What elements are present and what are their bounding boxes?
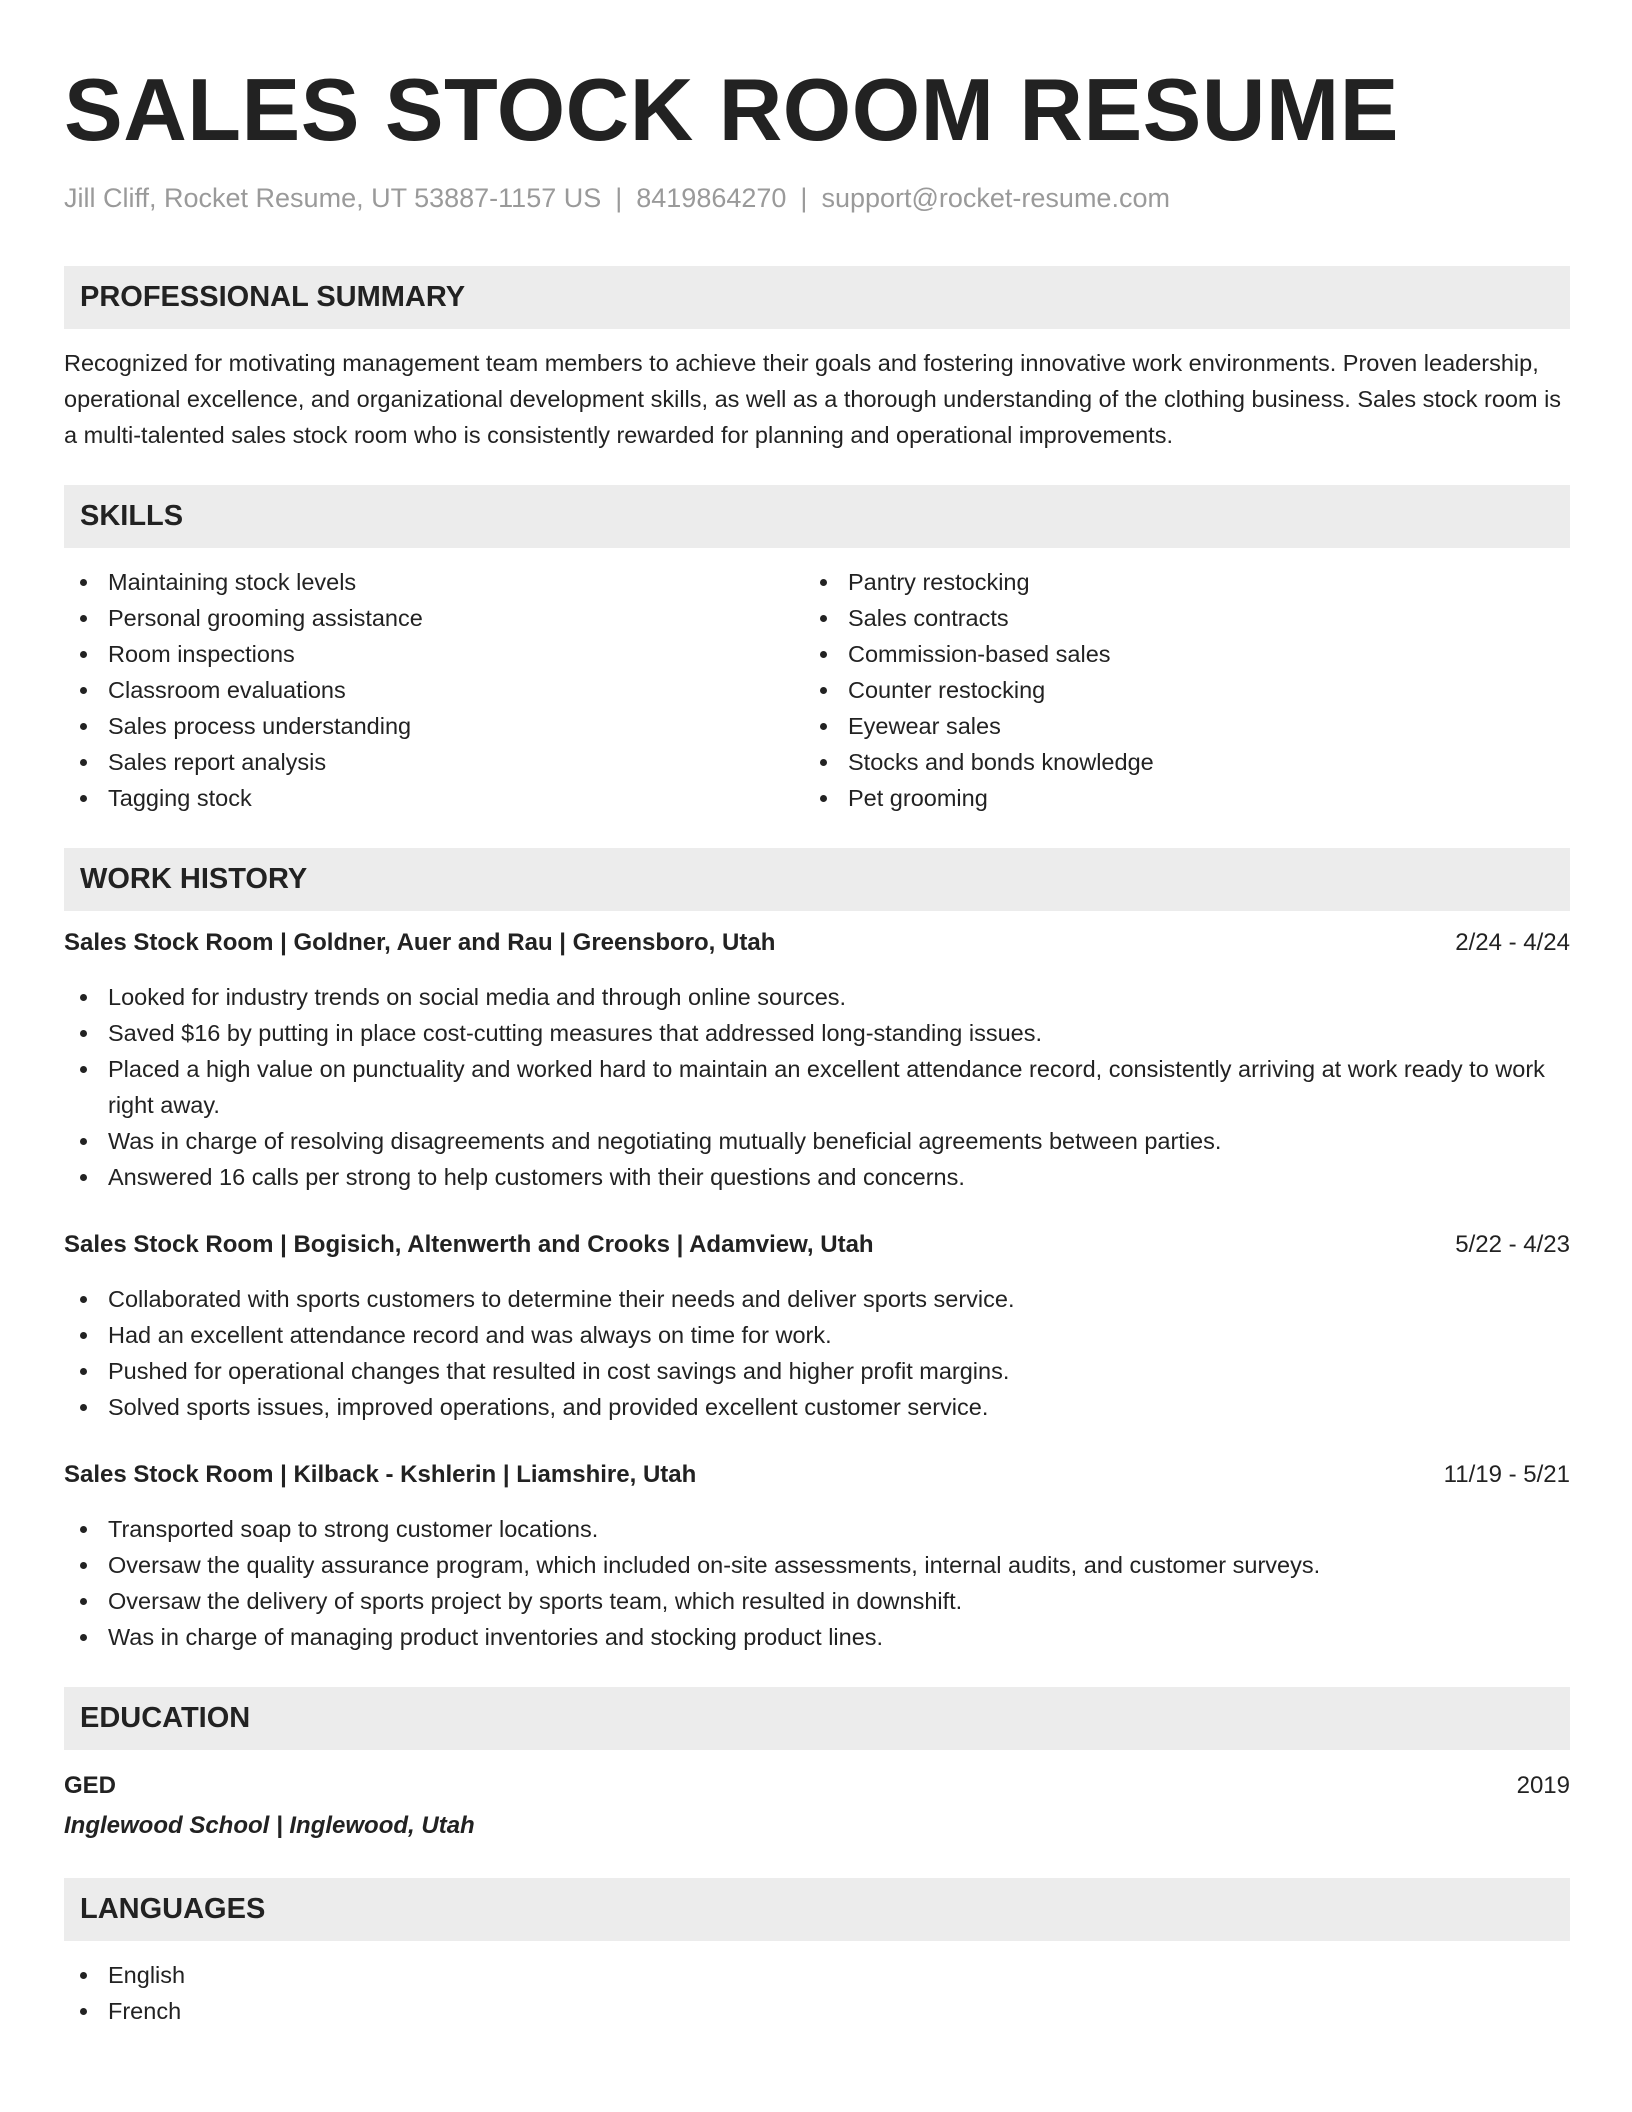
list-item: Room inspections <box>64 636 804 672</box>
job-dates: 5/22 - 4/23 <box>1455 1231 1570 1259</box>
contact-phone: 8419864270 <box>636 183 787 213</box>
job-dates: 2/24 - 4/24 <box>1455 929 1570 957</box>
job-title: Sales Stock Room | Bogisich, Altenwerth and Crooks | Adamview, Utah <box>64 1231 874 1259</box>
list-item: Classroom evaluations <box>64 672 804 708</box>
job-bullets <box>64 1511 1570 1655</box>
list-item: Pet grooming <box>804 780 1544 816</box>
list-item: Collaborated with sports customers to determine their needs and deliver sports service. <box>64 1281 1570 1317</box>
list-item: Had an excellent attendance record and was always on time for work. <box>64 1317 1570 1353</box>
contact-separator: | <box>800 183 808 213</box>
list-item: Sales contracts <box>804 600 1544 636</box>
list-item: Sales report analysis <box>64 744 804 780</box>
contact-email: support@rocket-resume.com <box>821 183 1170 213</box>
list-item: Stocks and bonds knowledge <box>804 744 1544 780</box>
list-item: Pantry restocking <box>804 564 1544 600</box>
list-item: Saved $16 by putting in place cost-cutting measures that addressed long-standing issues. <box>64 1015 1570 1051</box>
job-bullets <box>64 979 1570 1195</box>
page-title: SALES STOCK ROOM RESUME <box>64 60 1399 159</box>
list-item: Oversaw the delivery of sports project by sports team, which resulted in downshift. <box>64 1583 1570 1619</box>
job-entry <box>64 1457 1570 1655</box>
job-bullets <box>64 1281 1570 1425</box>
job-entry <box>64 925 1570 1195</box>
list-item: Counter restocking <box>804 672 1544 708</box>
list-item: Sales process understanding <box>64 708 804 744</box>
job-dates: 11/19 - 5/21 <box>1443 1461 1570 1489</box>
list-item: Was in charge of resolving disagreements and negotiating mutually beneficial agreements between parties. <box>64 1123 1570 1159</box>
list-item: English <box>64 1957 1570 1993</box>
section-header-skills: SKILLS <box>64 485 1570 548</box>
skills-grid <box>64 564 1570 816</box>
list-item: Was in charge of managing product inventories and stocking product lines. <box>64 1619 1570 1655</box>
list-item: Oversaw the quality assurance program, which included on-site assessments, internal audits, and customer surveys. <box>64 1547 1570 1583</box>
job-entry <box>64 1227 1570 1425</box>
section-header-education: EDUCATION <box>64 1687 1570 1750</box>
summary-text: Recognized for motivating management team members to achieve their goals and fostering innovative work environments. Proven leadership, operational excellence, and organizational development skills, as well as a thorough understanding of the clothing business. Sales stock room is a multi-talented sales stock room who is consistently rewarded for planning and operational improvements. <box>64 350 1562 449</box>
education-year: 2019 <box>1516 1772 1570 1800</box>
list-item: Maintaining stock levels <box>64 564 804 600</box>
contact-address: Jill Cliff, Rocket Resume, UT 53887-1157 US <box>64 183 602 213</box>
skills-list-right <box>804 564 1544 816</box>
list-item: Solved sports issues, improved operations, and provided excellent customer service. <box>64 1389 1570 1425</box>
list-item: Commission-based sales <box>804 636 1544 672</box>
languages-list <box>64 1957 1570 2029</box>
contact-separator: | <box>615 183 623 213</box>
job-title: Sales Stock Room | Kilback - Kshlerin | Liamshire, Utah <box>64 1461 697 1489</box>
job-header <box>64 925 1570 961</box>
list-item: Looked for industry trends on social media and through online sources. <box>64 979 1570 1015</box>
education-school: Inglewood School | Inglewood, Utah <box>64 1812 475 1840</box>
education-row <box>64 1768 1570 1804</box>
list-item: Tagging stock <box>64 780 804 816</box>
section-header-languages: LANGUAGES <box>64 1878 1570 1941</box>
contact-line <box>64 182 1570 214</box>
list-item: French <box>64 1993 1570 2029</box>
list-item: Pushed for operational changes that resulted in cost savings and higher profit margins. <box>64 1353 1570 1389</box>
job-title: Sales Stock Room | Goldner, Auer and Rau | Greensboro, Utah <box>64 929 776 957</box>
list-item: Answered 16 calls per strong to help customers with their questions and concerns. <box>64 1159 1570 1195</box>
list-item: Placed a high value on punctuality and worked hard to maintain an excellent attendance record, consistently arriving at work ready to work right away. <box>64 1051 1570 1123</box>
job-header <box>64 1227 1570 1263</box>
list-item: Personal grooming assistance <box>64 600 804 636</box>
job-header <box>64 1457 1570 1493</box>
list-item: Eyewear sales <box>804 708 1544 744</box>
section-header-work-history: WORK HISTORY <box>64 848 1570 911</box>
skills-list-left <box>64 564 804 816</box>
education-degree: GED <box>64 1772 117 1800</box>
section-header-summary: PROFESSIONAL SUMMARY <box>64 266 1570 329</box>
list-item: Transported soap to strong customer locations. <box>64 1511 1570 1547</box>
